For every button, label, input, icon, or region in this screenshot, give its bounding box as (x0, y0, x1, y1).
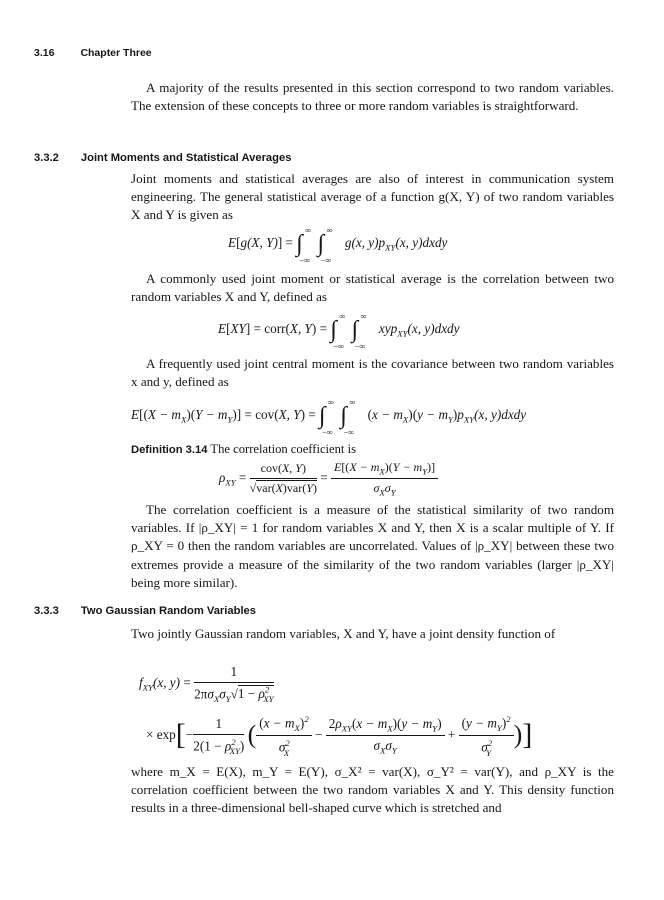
section-number: 3.3.3 (34, 605, 59, 617)
equation-correlation: E[XY] = corr(X, Y) = ∫ ∞ −∞ ∫ ∞ −∞ xyp$_{XY}$(x, y)dxdy (218, 311, 460, 351)
definition-text: The correlation coefficient is (210, 442, 356, 456)
page-header (34, 47, 152, 59)
section-title: Joint Moments and Statistical Averages (80, 152, 292, 164)
where-paragraph: where m_X = E(X), m_Y = E(Y), σ_X² = var(X), σ_Y² = var(Y), and ρ_XY is the correlation coefficient between the two random variables X and Y. This density function results in a three-dimensional bell-shaped curve which is stretched and (131, 764, 614, 816)
equation-gaussian-exponent: × exp[− $\frac{1}{2(1 - \rho^2_{XY})}$ ( $\frac{(x - m_X)^2}{\sigma^2_X}$ − $\frac{2\rho_{XY}(x - m_X)(y - m_Y)}{\sigma_X\sigma_Y}$ + $\frac{(y - m_Y)^2}{\sigma^2_Y}$ )] (146, 714, 533, 758)
intro-paragraph: A majority of the results presented in this section correspond to two random variables. The extension of these concepts to three or more random variables is straightforward. (131, 80, 614, 114)
equation-general-average: E[g(X, Y)] = ∫ ∞ −∞ ∫ ∞ −∞ g(x, $y)p_{XY}(x$, y)dxdy (228, 225, 448, 265)
section-heading-3-3-3 (34, 605, 256, 617)
equation-covariance: $E[(X - m_X)(Y - m_Y)] = cov(X$, Y) = ∫ ∞ −∞ ∫ ∞ −∞ $(x - m_X)(y - m_Y)p_{XY}(x$, y)dxdy (131, 397, 527, 437)
section-heading-3-3-2 (34, 152, 291, 164)
chapter-title: Chapter Three (80, 47, 152, 59)
gaussian-paragraph: Two jointly Gaussian random variables, X and Y, have a joint density function of (131, 626, 556, 641)
section-number: 3.3.2 (34, 152, 59, 164)
equation-gaussian-density: $f_{XY}(x$, y) = $\frac{1}{2\pi\sigma_X\sigma_Y√1 - \rho^2_{XY}}$ (139, 664, 274, 705)
equation-correlation-coefficient: $\rho_{XY}$ = $\frac{\text{cov(X, Y)}}{\text{√var(X)var(Y)}}$ = $\frac{E[(X - m_X)(Y - m_Y)]}{\sigma_X\sigma_Y}$ (219, 460, 438, 498)
correlation-paragraph: A commonly used joint moment or statistical average is the correlation between two random variables X and Y, defined as (131, 271, 614, 305)
section-title: Two Gaussian Random Variables (80, 605, 257, 617)
definition-3-14 (131, 442, 356, 457)
joint-moments-paragraph: Joint moments and statistical averages are also of interest in communication system engineering. The general statistical average of a function g(X, Y) of two random variables X and Y is given as (131, 171, 614, 223)
covariance-paragraph: A frequently used joint central moment is the covariance between two random variables x and y, defined as (131, 356, 614, 390)
definition-label: Definition 3.14 (131, 444, 208, 456)
page-number: 3.16 (34, 47, 55, 59)
rho-explanation-paragraph: The correlation coefficient is a measure of the statistical similarity of two random variables. If |ρ_XY| = 1 for random variables X and Y, then X is a scalar multiple of Y. If ρ_XY = 0 then the random variables are uncorrelated. Values of |ρ_XY| between these two extremes provide a measure of the similarity of the two random variables (larger |ρ_XY| being more similar). (131, 502, 614, 590)
